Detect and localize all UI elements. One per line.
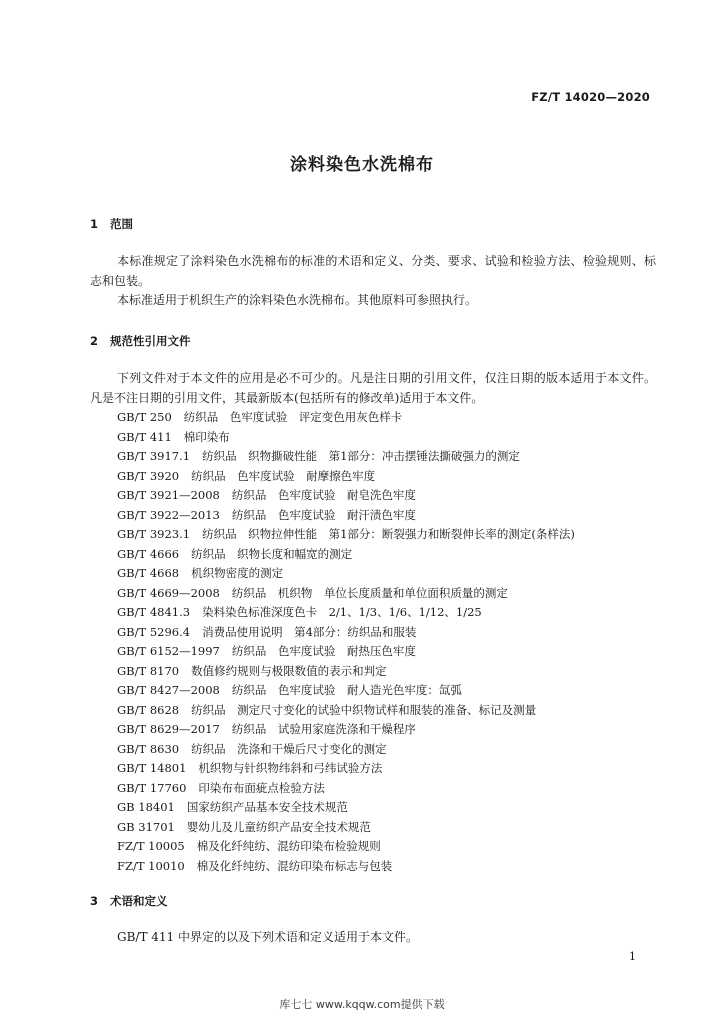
reference-code: GB/T 4841.3 bbox=[117, 605, 191, 619]
reference-item bbox=[117, 467, 575, 487]
reference-code: GB/T 4666 bbox=[117, 546, 180, 561]
reference-code: GB/T 8628 bbox=[117, 702, 180, 717]
reference-title: 棉及化纤纯纺、混纺印染布检验规则 bbox=[196, 839, 381, 853]
reference-title: 纺织品 机织物 单位长度质量和单位面积质量的测定 bbox=[231, 585, 508, 600]
reference-code: GB/T 3923.1 bbox=[117, 527, 191, 541]
section-number: 2 bbox=[90, 334, 99, 348]
page-number: 1 bbox=[629, 950, 636, 963]
reference-item bbox=[117, 798, 575, 818]
reference-code: GB/T 411 bbox=[117, 429, 172, 444]
reference-code: GB/T 4669—2008 bbox=[117, 585, 220, 600]
reference-code: GB/T 3917.1 bbox=[117, 449, 191, 463]
reference-title: 机织物与针织物纬斜和弓纬试验方法 bbox=[198, 761, 383, 775]
reference-title: 国家纺织产品基本安全技术规范 bbox=[186, 800, 348, 814]
reference-title: 消费品使用说明 第4部分：纺织品和服装 bbox=[202, 624, 417, 639]
reference-title: 纺织品 色牢度试验 耐汗渍色牢度 bbox=[231, 507, 416, 522]
reference-item bbox=[117, 525, 575, 545]
reference-title: 纺织品 色牢度试验 耐人造光色牢度：氙弧 bbox=[231, 683, 462, 697]
download-watermark: 库七七 www.kqqw.com提供下载 bbox=[279, 998, 445, 1011]
reference-title: 纺织品 织物撕破性能 第1部分：冲击摆锤法撕破强力的测定 bbox=[202, 449, 520, 463]
reference-code: GB/T 3922—2013 bbox=[117, 507, 220, 522]
reference-title: 机织物密度的测定 bbox=[191, 566, 284, 580]
reference-code: GB/T 6152—1997 bbox=[117, 644, 220, 658]
reference-title: 印染布布面疵点检验方法 bbox=[198, 780, 325, 795]
reference-title: 棉及化纤纯纺、混纺印染布标志与包装 bbox=[196, 858, 393, 873]
reference-item bbox=[117, 408, 575, 428]
reference-code: GB/T 8629—2017 bbox=[117, 722, 220, 736]
section-3-heading bbox=[90, 893, 168, 909]
reference-code: GB 31701 bbox=[117, 819, 175, 834]
reference-item bbox=[117, 486, 575, 506]
section-2-heading bbox=[90, 333, 191, 349]
reference-item bbox=[117, 428, 575, 448]
section-3-paragraph-1: GB/T 411 中界定的以及下列术语和定义适用于本文件。 bbox=[117, 930, 418, 944]
reference-item bbox=[117, 564, 575, 584]
reference-code: GB/T 8170 bbox=[117, 663, 180, 678]
reference-code: GB/T 8630 bbox=[117, 741, 180, 756]
reference-title: 数值修约规则与极限数值的表示和判定 bbox=[191, 663, 387, 678]
section-title: 规范性引用文件 bbox=[110, 334, 191, 348]
section-title: 范围 bbox=[110, 217, 133, 231]
reference-item bbox=[117, 584, 575, 604]
reference-title: 纺织品 色牢度试验 耐摩擦色牢度 bbox=[191, 468, 376, 483]
reference-item bbox=[117, 701, 575, 721]
section-1-heading bbox=[90, 216, 133, 232]
reference-item bbox=[117, 740, 575, 760]
reference-code: GB/T 4668 bbox=[117, 566, 180, 580]
reference-title: 纺织品 织物拉伸性能 第1部分：断裂强力和断裂伸长率的测定(条样法) bbox=[202, 527, 575, 541]
reference-title: 纺织品 色牢度试验 耐热压色牢度 bbox=[231, 644, 416, 658]
reference-title: 染料染色标准深度色卡 2/1、1/3、1/6、1/12、1/25 bbox=[202, 605, 482, 619]
reference-code: GB/T 17760 bbox=[117, 780, 187, 795]
section-1-paragraph-1: 本标准规定了涂料染色水洗棉布的标准的术语和定义、分类、要求、试验和检验方法、检验规则、标志和包装。 bbox=[90, 254, 656, 288]
reference-title: 纺织品 织物长度和幅宽的测定 bbox=[191, 546, 353, 561]
reference-item bbox=[117, 857, 575, 877]
reference-code: GB/T 3920 bbox=[117, 468, 180, 483]
reference-item bbox=[117, 447, 575, 467]
section-1-paragraph-2: 本标准适用于机织生产的涂料染色水洗棉布。其他原料可参照执行。 bbox=[117, 293, 478, 307]
reference-item bbox=[117, 545, 575, 565]
reference-item bbox=[117, 720, 575, 740]
reference-title: 纺织品 洗涤和干燥后尺寸变化的测定 bbox=[191, 741, 387, 756]
section-2-paragraph-1: 下列文件对于本文件的应用是必不可少的。凡是注日期的引用文件，仅注日期的版本适用于本文件。凡是不注日期的引用文件，其最新版本(包括所有的修改单)适用于本文件。 bbox=[90, 371, 656, 405]
section-title: 术语和定义 bbox=[110, 894, 168, 908]
reference-title: 纺织品 试验用家庭洗涤和干燥程序 bbox=[231, 722, 416, 736]
reference-code: GB/T 14801 bbox=[117, 761, 187, 775]
normative-references-list bbox=[117, 408, 575, 876]
reference-code: FZ/T 10010 bbox=[117, 858, 185, 873]
reference-code: GB/T 250 bbox=[117, 410, 172, 424]
reference-code: FZ/T 10005 bbox=[117, 839, 185, 853]
document-title: 涂料染色水洗棉布 bbox=[290, 155, 434, 175]
reference-title: 纺织品 色牢度试验 耐皂洗色牢度 bbox=[231, 488, 416, 502]
reference-title: 棉印染布 bbox=[183, 429, 230, 444]
reference-item bbox=[117, 506, 575, 526]
reference-item bbox=[117, 837, 575, 857]
reference-item bbox=[117, 642, 575, 662]
reference-title: 婴幼儿及儿童纺织产品安全技术规范 bbox=[186, 819, 371, 834]
reference-item bbox=[117, 759, 575, 779]
reference-item bbox=[117, 779, 575, 799]
reference-code: GB/T 3921—2008 bbox=[117, 488, 220, 502]
section-number: 1 bbox=[90, 217, 99, 231]
reference-item bbox=[117, 603, 575, 623]
reference-title: 纺织品 测定尺寸变化的试验中织物试样和服装的准备、标记及测量 bbox=[191, 702, 537, 717]
reference-item bbox=[117, 681, 575, 701]
reference-item bbox=[117, 623, 575, 643]
reference-item bbox=[117, 818, 575, 838]
reference-code: GB/T 5296.4 bbox=[117, 624, 191, 639]
reference-code: GB 18401 bbox=[117, 800, 175, 814]
section-number: 3 bbox=[90, 894, 99, 908]
standard-code: FZ/T 14020—2020 bbox=[531, 90, 650, 104]
reference-title: 纺织品 色牢度试验 评定变色用灰色样卡 bbox=[183, 410, 403, 424]
reference-item bbox=[117, 662, 575, 682]
reference-code: GB/T 8427—2008 bbox=[117, 683, 220, 697]
